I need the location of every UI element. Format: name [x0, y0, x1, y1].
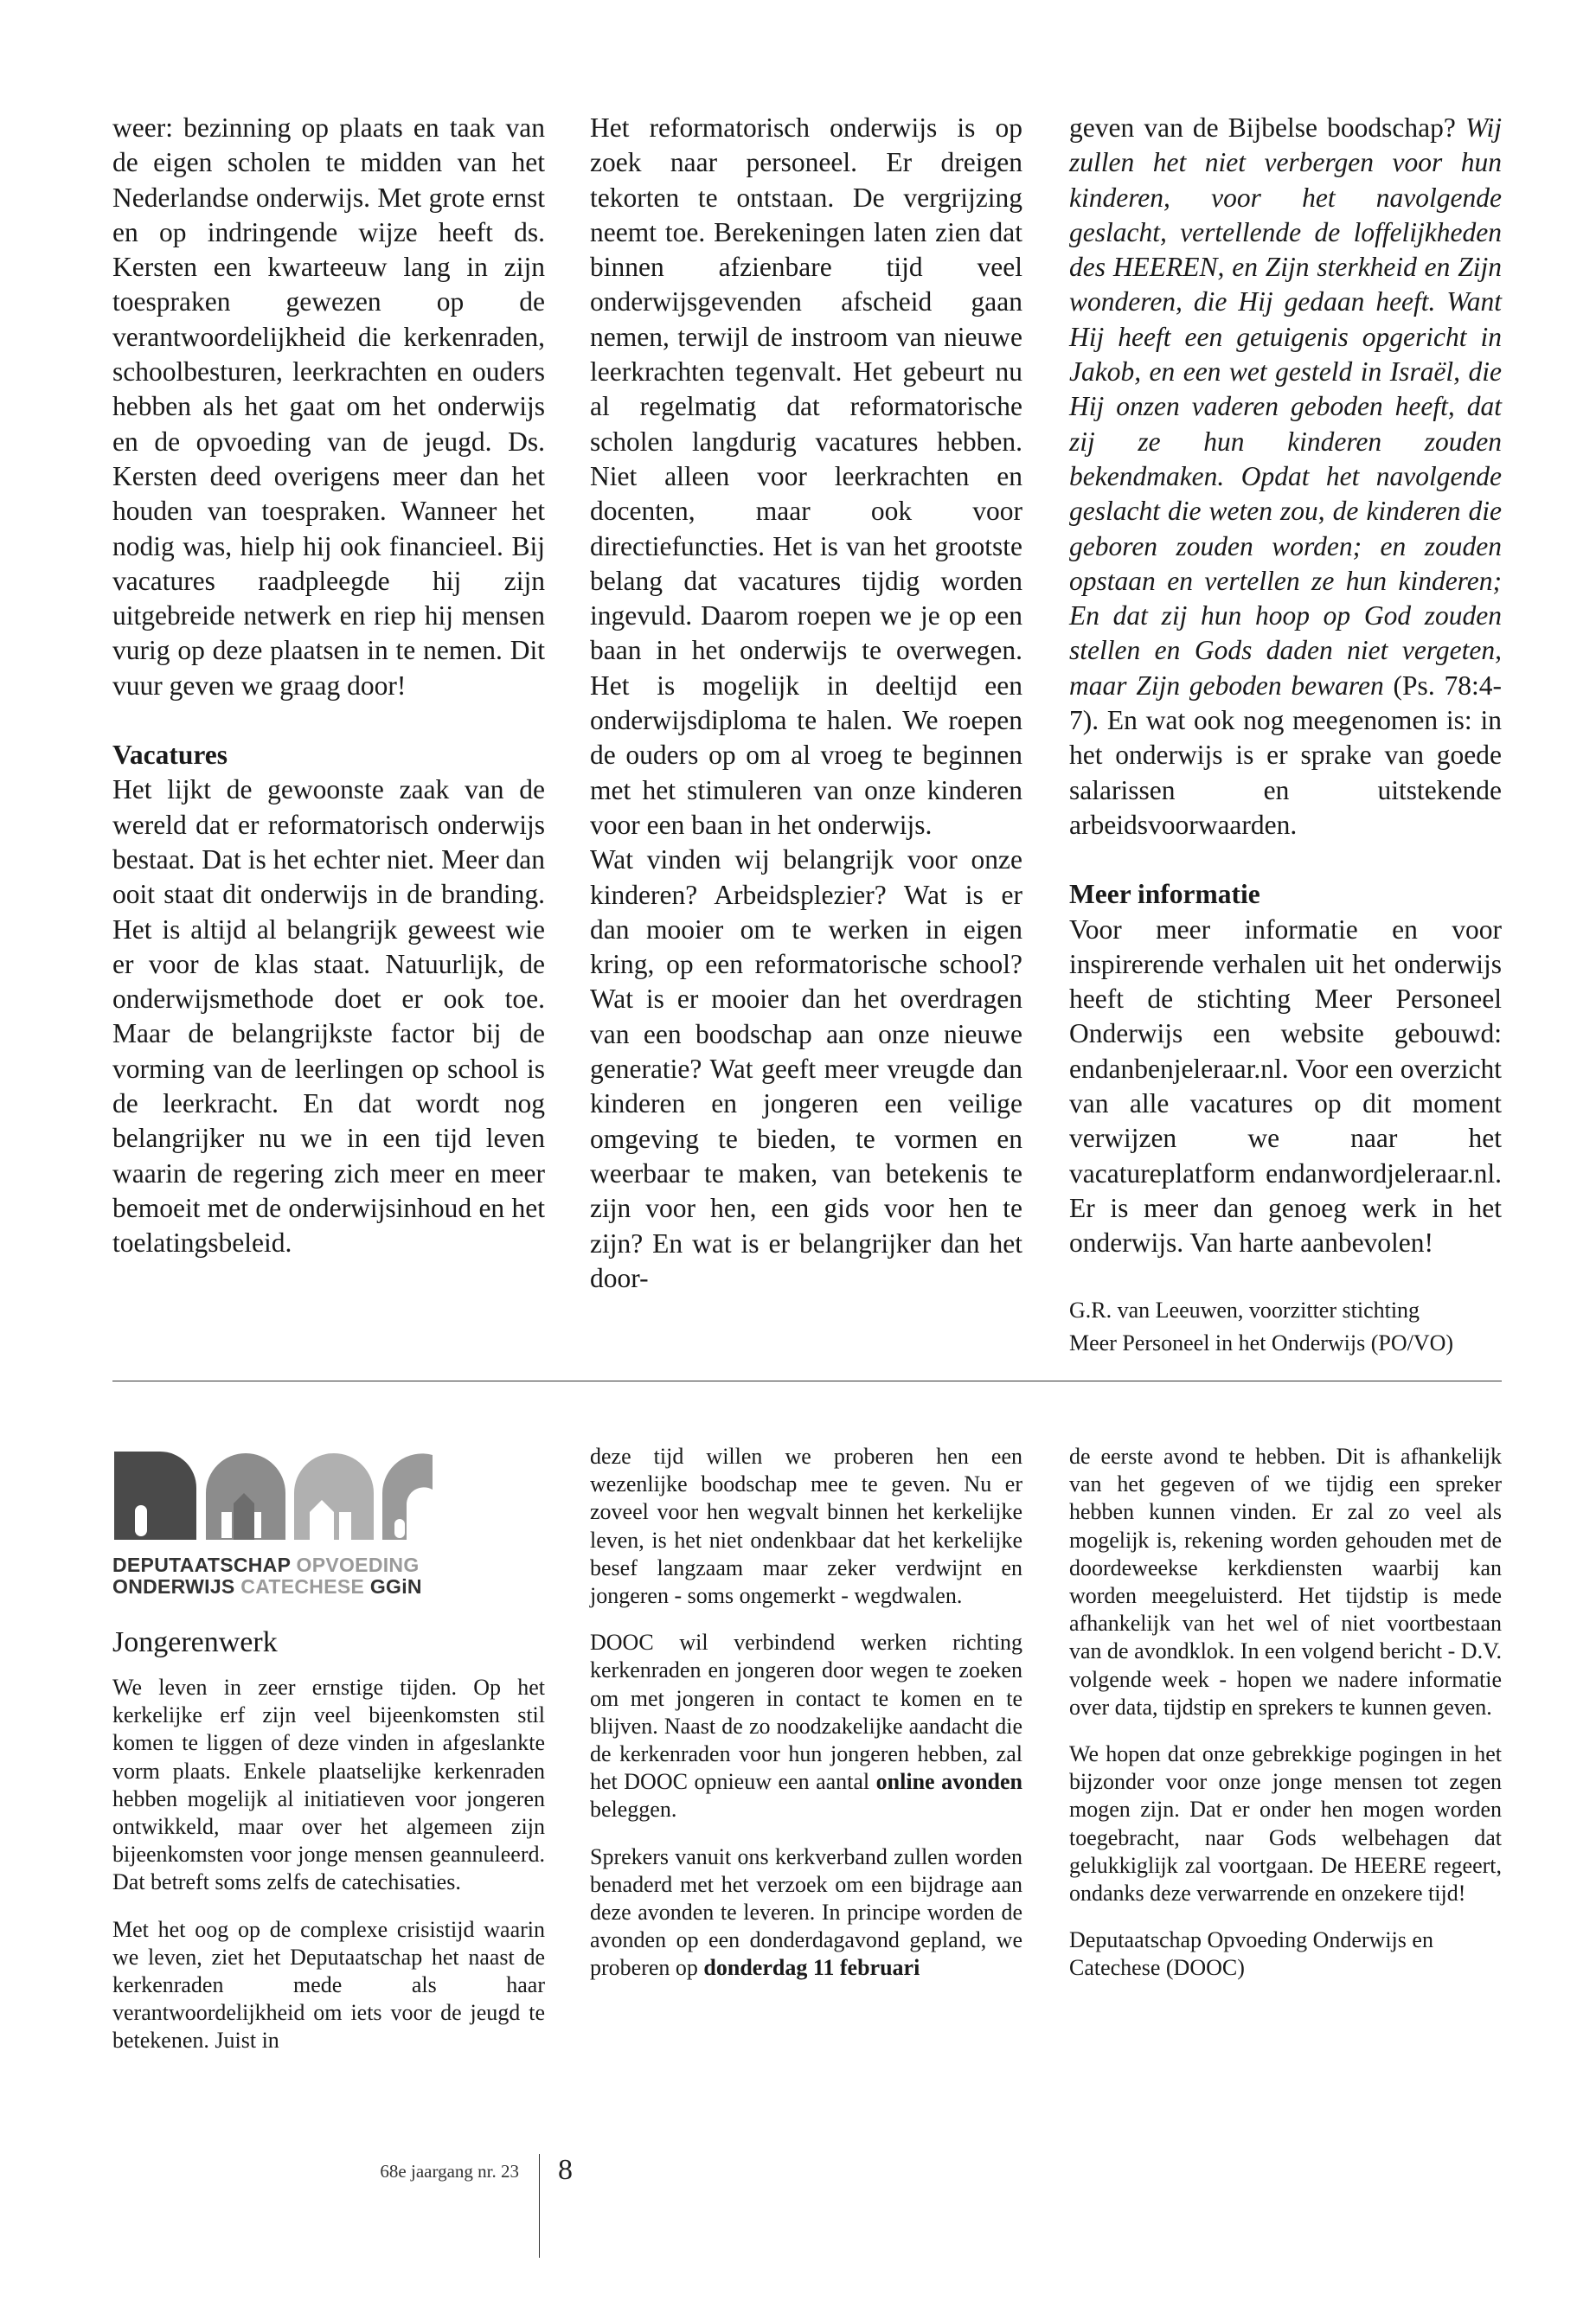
- bottom-col3-paragraph-1: de eerste avond te hebben. Dit is afhankelijk van het gegeven of we tijdig een spreker hebben kunnen vinden. Er zal zo veel als mogelijk is, rekening worden gehouden met de doordeweekse kerkdiensten waarbij kan worden meegeluisterd. Het tijdstip is mede afhankelijk van het wel of niet voortbestaan van de avondklok. In een volgend bericht - D.V. volgende week - hopen we nadere informatie over data, tijdstip en sprekers te kunnen geven.: [1069, 1444, 1502, 1720]
- bottom-col2-paragraph-1: deze tijd willen we proberen hen een wezenlijke boodschap mee te geven. Nu er zoveel voor hen wegvalt binnen het kerkelijke leven, is het niet ondenkbaar dat het kerkelijke besef langzaam maar zeker verdwijnt en jongeren - soms ongemerkt - wegdwalen.: [590, 1444, 1022, 1609]
- issue-label: 68e jaargang nr. 23: [380, 2161, 519, 2182]
- top-col2-paragraph-2: Wat vinden wij belangrijk voor onze kinderen? Arbeidsplezier? Wat is er dan mooier om te werken in eigen kring, op een reformatorische school? Wat is er mooier dan het overdragen van een boodschap aan onze nieuwe generatie? Wat geeft meer vreugde dan kinderen en jongeren een veilige omgeving te bieden, te vormen en weerbaar te maken, van betekenis te zijn voor hen, een gids voor hen te zijn? En wat is er belangrijker dan het door-: [590, 844, 1022, 1293]
- online-avonden-emphasis: online avonden: [875, 1769, 1023, 1795]
- meer-informatie-heading: Meer informatie: [1069, 879, 1260, 910]
- logo-line-2: ONDERWIJS CATECHESE GGiN: [112, 1575, 422, 1598]
- bottom-col3-paragraph-2: We hopen dat onze gebrekkige pogingen in het bijzonder voor onze jonge mensen tot zegen mogen zijn. Dat er onder hen mogen worden toegebracht, naar Gods welbehagen dat gelukkiglijk zal voortgaan. De HEERE regeert, ondanks deze verwarrende en onzekere tijd!: [1069, 1741, 1502, 1907]
- signature-line-2: Meer Personeel in het Onderwijs (PO/VO): [1069, 1330, 1454, 1356]
- jongerenwerk-title: Jongerenwerk: [112, 1626, 278, 1658]
- bottom-column-1: [112, 1674, 545, 2074]
- bible-quote: Wij zullen het niet verbergen voor hun kinderen, voor het navolgende geslacht, vertellende de loffelijkheden des HEEREN, en Zijn sterkheid en Zijn wonderen, die Hij gedaan heeft. Want Hij heeft een getuigenis opgericht in Jakob, en een wet gesteld in Israël, die Hij onzen vaderen geboden heeft, dat zij ze hun kinderen zouden bekendmaken. Opdat het navolgende geslacht die weten zou, de kinderen die geboren zouden worden; en zouden opstaan en vertellen ze hun kinderen; En dat zij hun hoop op God zouden stellen en Gods daden niet vergeten, maar Zijn geboden bewaren: [1069, 112, 1502, 701]
- bible-reference-and-closing: (Ps. 78:4-7). En wat ook nog meegenomen is: in het onderwijs is er sprake van goede salarissen en uitstekende arbeidsvoorwaarden.: [1069, 670, 1502, 840]
- logo-line-1: DEPUTAATSCHAP OPVOEDING: [112, 1554, 420, 1576]
- top-column-1: [112, 111, 545, 1261]
- bottom-col1-paragraph-1: We leven in zeer ernstige tijden. Op het kerkelijke erf zijn veel bijeenkomsten stil komen te liggen of deze vinden in afgeslankte vorm plaats. Enkele plaatselijke kerkenraden hebben mogelijk al initiatieven voor jongeren ontwikkeld, maar over het algemeen zijn bijeenkomsten voor jonge mensen geannuleerd. Dat betreft soms zelfs de catechisaties.: [112, 1675, 545, 1895]
- page-number: 8: [558, 2154, 573, 2186]
- top-col3-paragraph-2: Voor meer informatie en voor inspirerende verhalen uit het onderwijs heeft de stichting Meer Personeel Onderwijs een website gebouwd: endanbenjeleraar.nl. Voor een overzicht van alle vacatures op dit moment verwijzen we naar het vacatureplatform endanwordjeleraar.nl. Er is meer dan genoeg werk in het onderwijs. Van harte aanbevolen!: [1069, 913, 1502, 1259]
- top-col2-paragraph-1: Het reformatorisch onderwijs is op zoek naar personeel. Er dreigen tekorten te ontstaan. De vergrijzing neemt toe. Berekeningen laten zien dat binnen afzienbare tijd veel onderwijsgevenden afscheid gaan nemen, terwijl de instroom van nieuwe leerkrachten tegenvalt. Het gebeurt nu al regelmatig dat reformatorische scholen langdurig vacatures hebben. Niet alleen voor leerkrachten en docenten, maar ook voor directiefuncties. Het is van het grootste belang dat vacatures tijdig worden ingevuld. Daarom roepen we je op een baan in het onderwijs te overwegen. Het is mogelijk in deeltijd een onderwijsdiploma te halen. We roepen de ouders op om al vroeg te beginnen met het stimuleren van onze kinderen voor een baan in het onderwijs.: [590, 112, 1022, 840]
- vacatures-heading: Vacatures: [112, 740, 228, 771]
- bottom-col2-paragraph-2: DOOC wil verbindend werken richting kerkenraden en jongeren door wegen te zoeken om met jongeren in contact te komen en te blijven. Naast de zo noodzakelijke aandacht die de kerkenraden voor hun jongeren hebben, zal het DOOC opnieuw een aantal online avonden beleggen.: [590, 1630, 1023, 1823]
- bottom-col1-paragraph-2: Met het oog op de complexe crisistijd waarin we leven, ziet het Deputaatschap het naast de kerkenraden mede als haar verantwoordelijkheid om iets voor de jeugd te betekenen. Juist in: [112, 1916, 545, 2054]
- signature-line-1: G.R. van Leeuwen, voorzitter stichting: [1069, 1297, 1420, 1323]
- date-emphasis: donderdag 11 februari: [703, 1955, 920, 1981]
- signature: [1069, 1294, 1502, 1360]
- top-col1-paragraph-1: weer: bezinning op plaats en taak van de eigen scholen te midden van het Nederlandse onderwijs. Met grote ernst en op indringende wijze heeft ds. Kersten een kwarteeuw lang in zijn toespraken gewezen op de verantwoordelijkheid die kerkenraden, schoolbesturen, leerkrachten en ouders hebben als het gaat om het onderwijs en de opvoeding van de jeugd. Ds. Kersten deed overigens meer dan het houden van toespraken. Wanneer het nodig was, hielp hij ook financieel. Bij vacatures raadpleegde hij zijn uitgebreide netwerk en riep hij mensen vurig op deze plaatsen in te nemen. Dit vuur geven we graag door!: [112, 112, 545, 701]
- bottom-column-3: [1069, 1443, 1502, 2002]
- bible-intro: geven van de Bijbelse boodschap?: [1069, 112, 1456, 143]
- top-column-2: [590, 111, 1022, 1296]
- top-col3-paragraph-1: [1069, 111, 1502, 843]
- bottom-col2-paragraph-3: Sprekers vanuit ons kerkverband zullen worden benaderd met het verzoek om een bijdrage aan deze avonden te leveren. In principe worden de avonden op een donderdagavond gepland, we proberen op donderdag 11 februari: [590, 1843, 1022, 1981]
- bottom-col3-signature: Deputaatschap Opvoeding Onderwijs en Catechese (DOOC): [1069, 1927, 1433, 1981]
- bottom-column-2: [590, 1443, 1022, 2002]
- footer-divider: [539, 2154, 540, 2258]
- top-col1-paragraph-2: Het lijkt de gewoonste zaak van de wereld dat er reformatorisch onderwijs bestaat. Dat is het echter niet. Meer dan ooit staat dit onderwijs in de branding. Het is altijd al belangrijk geweest wie er voor de klas staat. Natuurlijk, de onderwijsmethode doet er ook toe. Maar de belangrijkste factor bij de vorming van de leerlingen op school is de leerkracht. En dat wordt nog belangrijker nu we in een tijd leven waarin de regering zich meer en meer bemoeit met de onderwijsinhoud en het toelatingsbeleid.: [112, 774, 545, 1259]
- dooc-logo-text: [112, 1554, 422, 1598]
- top-column-3: [1069, 111, 1502, 1360]
